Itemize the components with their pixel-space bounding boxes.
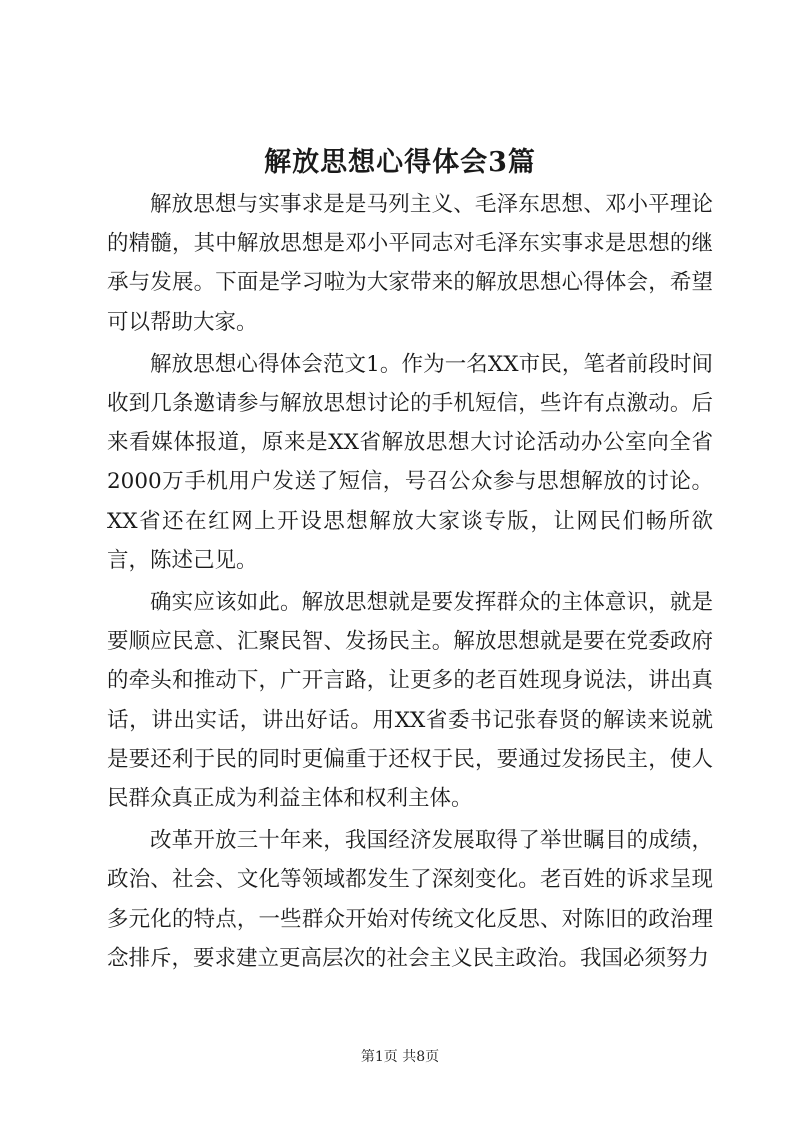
paragraph-democracy: 确实应该如此。解放思想就是要发挥群众的主体意识，就是要顺应民意、汇聚民智、发扬民主。解放思想就是要在党委政府的牵头和推动下，广开言路，让更多的老百姓现身说法，讲出真话，讲出实话，讲出好话。用XX省委书记张春贤的解读来说就是要还利于民的同时更偏重于还权于民，要通过发扬民主，使人民群众真正成为利益主体和权利主体。 xyxy=(107,590,713,812)
document-body xyxy=(107,185,713,981)
paragraph-reform: 改革开放三十年来，我国经济发展取得了举世瞩目的成绩，政治、社会、文化等领域都发生了深刻变化。老百姓的诉求呈现多元化的特点，一些群众开始对传统文化反思、对陈旧的政治理念排斥，要求建立更高层次的社会主义民主政治。我国必须努力 xyxy=(107,828,713,971)
paragraph-sample-1: 解放思想心得体会范文1。作为一名XX市民，笔者前段时间收到几条邀请参与解放思想讨论的手机短信，些许有点激动。后来看媒体报道，原来是XX省解放思想大讨论活动办公室向全省2000万手机用户发送了短信，号召公众参与思想解放的讨论。XX省还在红网上开设思想解放大家谈专版，让网民们畅所欲言，陈述己见。 xyxy=(107,351,713,573)
page-title: 解放思想心得体会3篇 xyxy=(264,147,536,178)
page-footer: 第1页 共8页 xyxy=(360,1049,440,1065)
paragraph-intro: 解放思想与实事求是是马列主义、毛泽东思想、邓小平理论的精髓，其中解放思想是邓小平同志对毛泽东实事求是思想的继承与发展。下面是学习啦为大家带来的解放思想心得体会，希望可以帮助大家。 xyxy=(107,192,713,335)
